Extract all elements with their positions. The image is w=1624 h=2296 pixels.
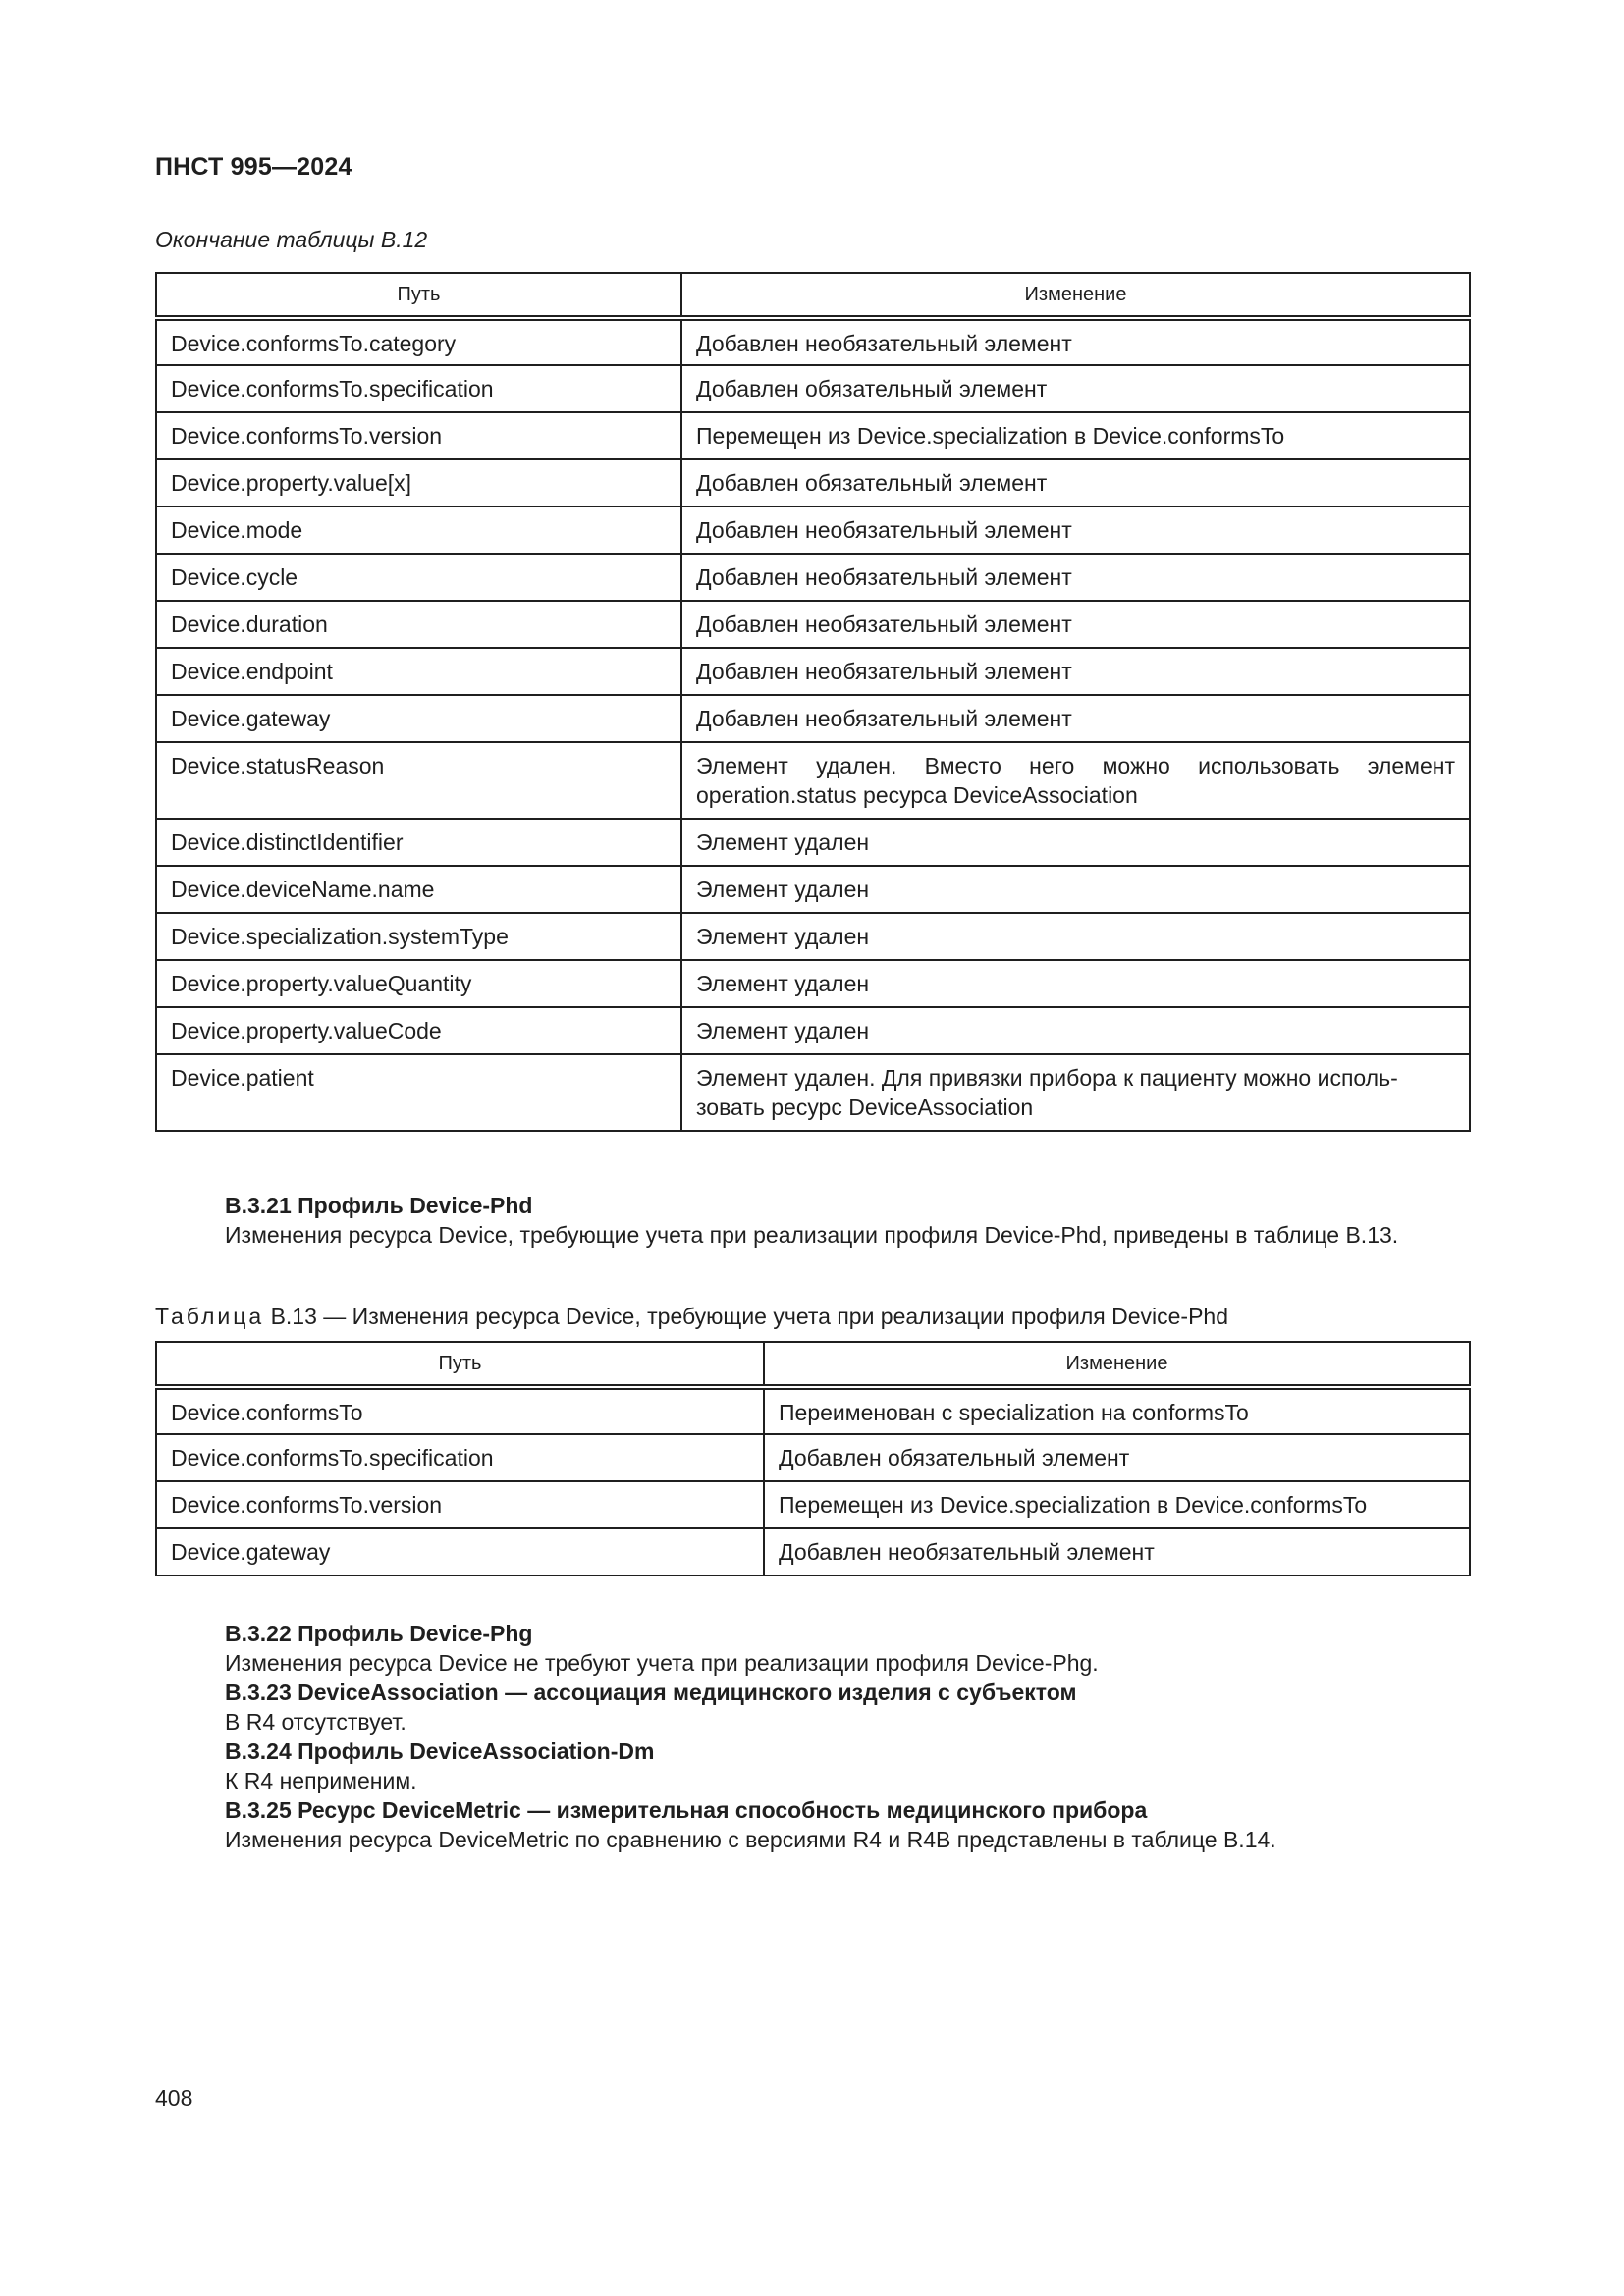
table-row bbox=[156, 318, 1470, 365]
change-cell: Элемент удален. Вместо него можно использовать элемент operation.status ресурса DeviceAssociation bbox=[681, 742, 1470, 819]
table-caption-label: Таблица bbox=[155, 1304, 265, 1329]
change-cell: Добавлен необязательный элемент bbox=[681, 318, 1470, 365]
section-heading: В.3.23 DeviceAssociation — ассоциация медицинского изделия с субъектом bbox=[225, 1680, 1077, 1705]
section-paragraph: Изменения ресурса Device, требующие учета при реализации профиля Device-Phd, приведены в таблице В.13. bbox=[225, 1222, 1399, 1248]
table-row bbox=[156, 554, 1470, 601]
path-cell: Device.specialization.systemType bbox=[156, 913, 681, 960]
change-cell: Добавлен необязательный элемент bbox=[681, 554, 1470, 601]
path-cell: Device.distinctIdentifier bbox=[156, 819, 681, 866]
path-cell: Device.conformsTo.specification bbox=[156, 365, 681, 412]
path-cell: Device.mode bbox=[156, 507, 681, 554]
change-cell: Перемещен из Device.specialization в Device.conformsTo bbox=[764, 1481, 1470, 1528]
change-cell: Элемент удален bbox=[681, 960, 1470, 1007]
path-cell: Device.property.valueQuantity bbox=[156, 960, 681, 1007]
sections-b322-b325 bbox=[155, 1619, 1469, 1854]
table-row bbox=[156, 913, 1470, 960]
change-cell: Добавлен необязательный элемент bbox=[681, 601, 1470, 648]
change-cell: Элемент удален bbox=[681, 913, 1470, 960]
column-header-path: Путь bbox=[156, 273, 681, 318]
path-cell: Device.endpoint bbox=[156, 648, 681, 695]
section-b321 bbox=[155, 1191, 1469, 1250]
section-paragraph: Изменения ресурса DeviceMetric по сравнению с версиями R4 и R4B представлены в таблице В.14. bbox=[225, 1827, 1276, 1852]
path-cell: Device.conformsTo.category bbox=[156, 318, 681, 365]
section-heading: В.3.21 Профиль Device-Phd bbox=[225, 1193, 533, 1218]
table-header-row bbox=[156, 1342, 1470, 1387]
change-cell: Элемент удален bbox=[681, 819, 1470, 866]
table-row bbox=[156, 365, 1470, 412]
table-b13-caption bbox=[155, 1302, 1469, 1331]
table-row bbox=[156, 819, 1470, 866]
table-row bbox=[156, 601, 1470, 648]
table-row bbox=[156, 648, 1470, 695]
change-cell: Добавлен необязательный элемент bbox=[681, 695, 1470, 742]
change-cell: Добавлен необязательный элемент bbox=[681, 507, 1470, 554]
change-cell: Элемент удален bbox=[681, 1007, 1470, 1054]
table-b13 bbox=[155, 1341, 1471, 1576]
table-row bbox=[156, 695, 1470, 742]
table-continuation-caption: Окончание таблицы В.12 bbox=[155, 227, 428, 252]
path-cell: Device.statusReason bbox=[156, 742, 681, 819]
path-cell: Device.deviceName.name bbox=[156, 866, 681, 913]
change-cell: Элемент удален. Для привязки прибора к пациенту можно исполь-зовать ресурс DeviceAssociation bbox=[681, 1054, 1470, 1131]
change-cell: Добавлен необязательный элемент bbox=[764, 1528, 1470, 1575]
table-row bbox=[156, 1054, 1470, 1131]
table-header-row bbox=[156, 273, 1470, 318]
change-cell: Элемент удален bbox=[681, 866, 1470, 913]
path-cell: Device.gateway bbox=[156, 1528, 764, 1575]
document-code: ПНСТ 995—2024 bbox=[155, 153, 352, 181]
path-cell: Device.conformsTo.specification bbox=[156, 1434, 764, 1481]
table-row bbox=[156, 1528, 1470, 1575]
table-row bbox=[156, 1387, 1470, 1434]
page-number: 408 bbox=[155, 2085, 193, 2110]
path-cell: Device.gateway bbox=[156, 695, 681, 742]
path-cell: Device.conformsTo bbox=[156, 1387, 764, 1434]
path-cell: Device.property.valueCode bbox=[156, 1007, 681, 1054]
change-cell: Добавлен необязательный элемент bbox=[681, 648, 1470, 695]
path-cell: Device.conformsTo.version bbox=[156, 412, 681, 459]
change-cell: Добавлен обязательный элемент bbox=[764, 1434, 1470, 1481]
table-row bbox=[156, 742, 1470, 819]
path-cell: Device.conformsTo.version bbox=[156, 1481, 764, 1528]
table-caption-text: В.13 — Изменения ресурса Device, требующие учета при реализации профиля Device-Phd bbox=[264, 1304, 1228, 1329]
table-row bbox=[156, 1481, 1470, 1528]
table-row bbox=[156, 1007, 1470, 1054]
column-header-path: Путь bbox=[156, 1342, 764, 1387]
table-row bbox=[156, 412, 1470, 459]
column-header-change: Изменение bbox=[764, 1342, 1470, 1387]
section-heading: В.3.22 Профиль Device-Phg bbox=[225, 1621, 533, 1646]
table-row bbox=[156, 960, 1470, 1007]
table-row bbox=[156, 866, 1470, 913]
section-paragraph: К R4 неприменим. bbox=[225, 1768, 417, 1793]
table-row bbox=[156, 507, 1470, 554]
table-row bbox=[156, 1434, 1470, 1481]
section-paragraph: В R4 отсутствует. bbox=[225, 1709, 406, 1735]
path-cell: Device.property.value[x] bbox=[156, 459, 681, 507]
change-cell: Переименован с specialization на conformsTo bbox=[764, 1387, 1470, 1434]
path-cell: Device.cycle bbox=[156, 554, 681, 601]
table-b12-end bbox=[155, 272, 1471, 1132]
change-cell: Перемещен из Device.specialization в Device.conformsTo bbox=[681, 412, 1470, 459]
section-heading: В.3.24 Профиль DeviceAssociation-Dm bbox=[225, 1738, 655, 1764]
change-cell: Добавлен обязательный элемент bbox=[681, 459, 1470, 507]
path-cell: Device.duration bbox=[156, 601, 681, 648]
path-cell: Device.patient bbox=[156, 1054, 681, 1131]
table-row bbox=[156, 459, 1470, 507]
section-heading: В.3.25 Ресурс DeviceMetric — измерительная способность медицинского прибора bbox=[225, 1797, 1148, 1823]
column-header-change: Изменение bbox=[681, 273, 1470, 318]
section-paragraph: Изменения ресурса Device не требуют учета при реализации профиля Device-Phg. bbox=[225, 1650, 1099, 1676]
change-cell: Добавлен обязательный элемент bbox=[681, 365, 1470, 412]
